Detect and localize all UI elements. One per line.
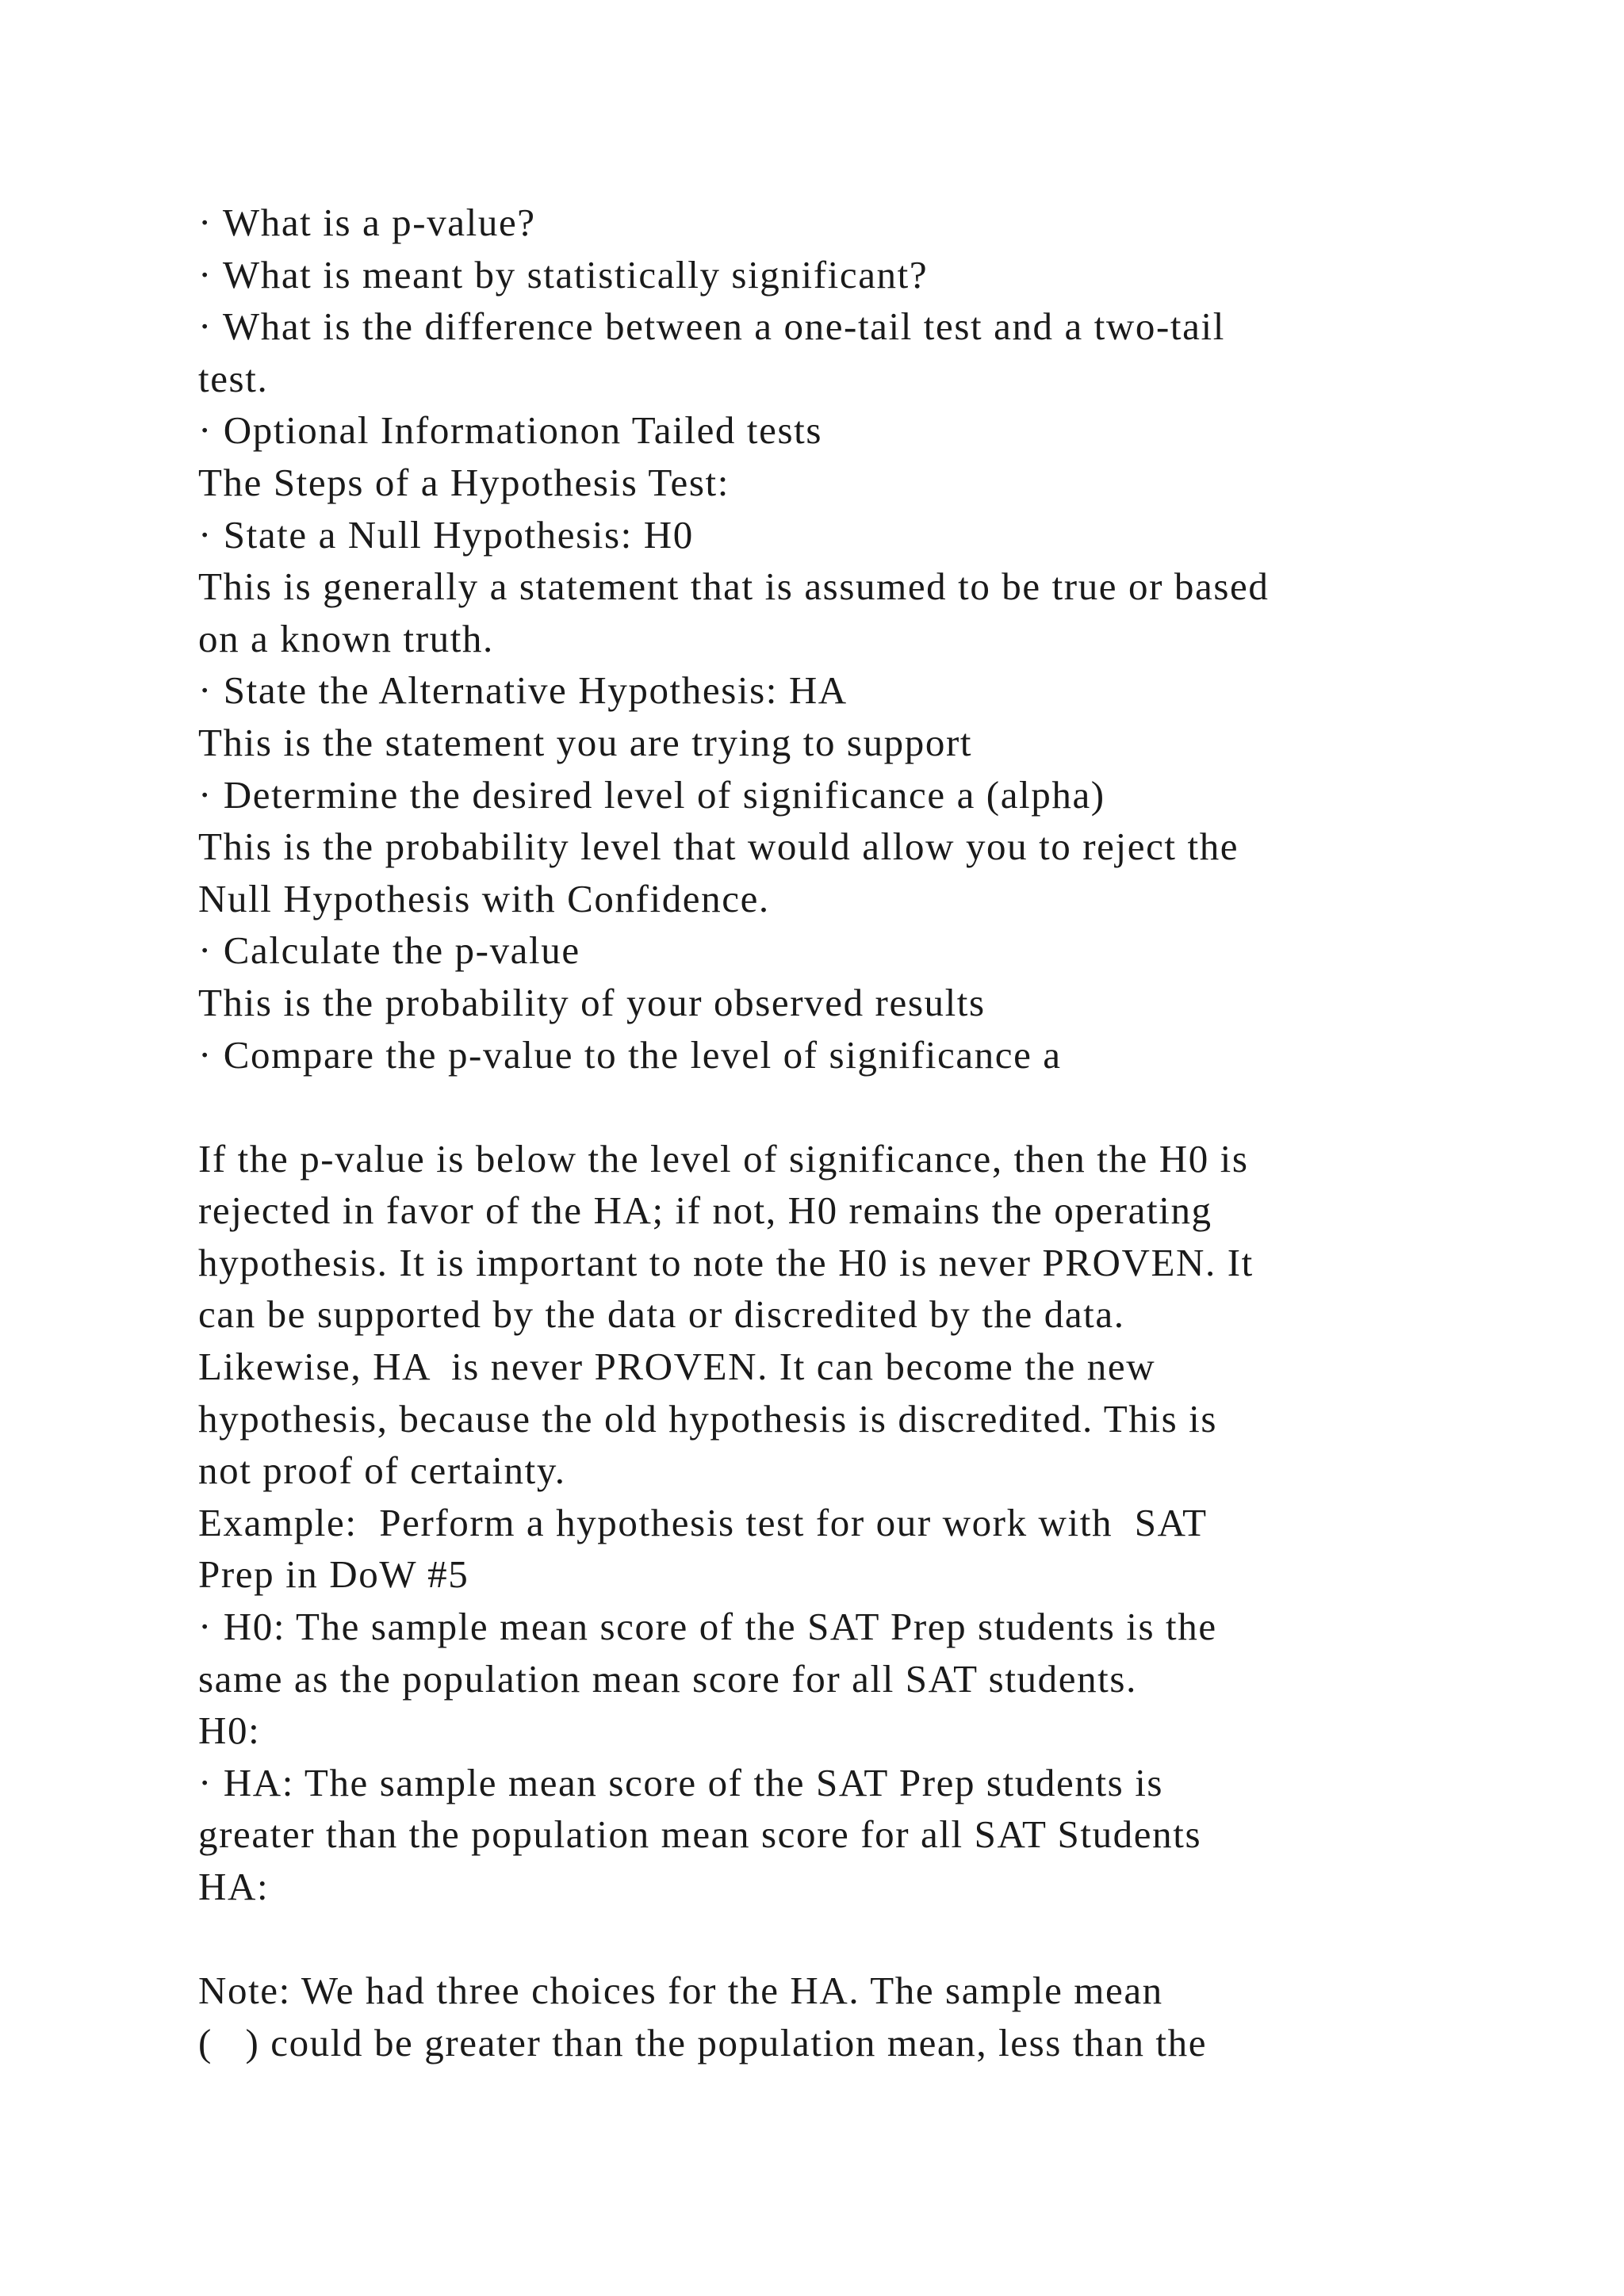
bullet-line: · Compare the p-value to the level of significance a	[198, 1032, 1062, 1077]
paragraph-line: can be supported by the data or discredited by the data.	[198, 1292, 1125, 1337]
paragraph-line: rejected in favor of the HA; if not, H0 remains the operating	[198, 1188, 1212, 1233]
text-line: greater than the population mean score for all SAT Students	[198, 1812, 1202, 1857]
bullet-line: · What is meant by statistically significant?	[198, 252, 929, 297]
bullet-line: · What is the difference between a one-tail test and a two-tail	[198, 304, 1225, 349]
text-line: on a known truth.	[198, 616, 494, 660]
paragraph-line: hypothesis, because the old hypothesis is discredited. This is	[198, 1396, 1218, 1441]
text-line: same as the population mean score for all SAT students.	[198, 1656, 1137, 1701]
blank-line	[198, 1913, 1515, 1965]
document-body	[198, 197, 1515, 2068]
bullet-line: · HA: The sample mean score of the SAT Prep students is	[198, 1760, 1164, 1804]
note-line: ( ) could be greater than the population mean, less than the	[198, 2020, 1208, 2064]
paragraph-line: If the p-value is below the level of significance, then the H0 is	[198, 1136, 1249, 1181]
text-line: This is generally a statement that is assumed to be true or based	[198, 564, 1270, 609]
example-line: Prep in DoW #5	[198, 1552, 469, 1597]
text-line: This is the probability level that would allow you to reject the	[198, 825, 1239, 869]
example-line: Example: Perform a hypothesis test for our work with SAT	[198, 1500, 1208, 1544]
text-line: HA:	[198, 1865, 270, 1908]
bullet-line: · Optional Informationon Tailed tests	[198, 408, 822, 453]
paragraph-line: hypothesis. It is important to note the H0 is never PROVEN. It	[198, 1240, 1254, 1284]
bullet-line: · Calculate the p-value	[198, 928, 580, 973]
paragraph-line: not proof of certainty.	[198, 1448, 566, 1493]
text-line: H0:	[198, 1709, 261, 1753]
text-line: test.	[198, 356, 269, 400]
text-line: This is the probability of your observed results	[198, 980, 986, 1024]
bullet-line: · What is a p-value?	[198, 201, 536, 244]
bullet-line: · Determine the desired level of significance a (alpha)	[198, 772, 1105, 817]
paragraph-line: Likewise, HA is never PROVEN. It can become the new	[198, 1345, 1156, 1389]
bullet-line: · State a Null Hypothesis: H0	[198, 512, 694, 557]
bullet-line: · State the Alternative Hypothesis: HA	[198, 668, 848, 713]
note-line: Note: We had three choices for the HA. The sample mean	[198, 1969, 1163, 2013]
bullet-line: · H0: The sample mean score of the SAT Prep students is the	[198, 1605, 1217, 1649]
blank-line	[198, 1081, 1515, 1133]
text-line: Null Hypothesis with Confidence.	[198, 876, 770, 920]
text-line: This is the statement you are trying to support	[198, 720, 973, 764]
section-heading: The Steps of a Hypothesis Test:	[198, 460, 730, 504]
